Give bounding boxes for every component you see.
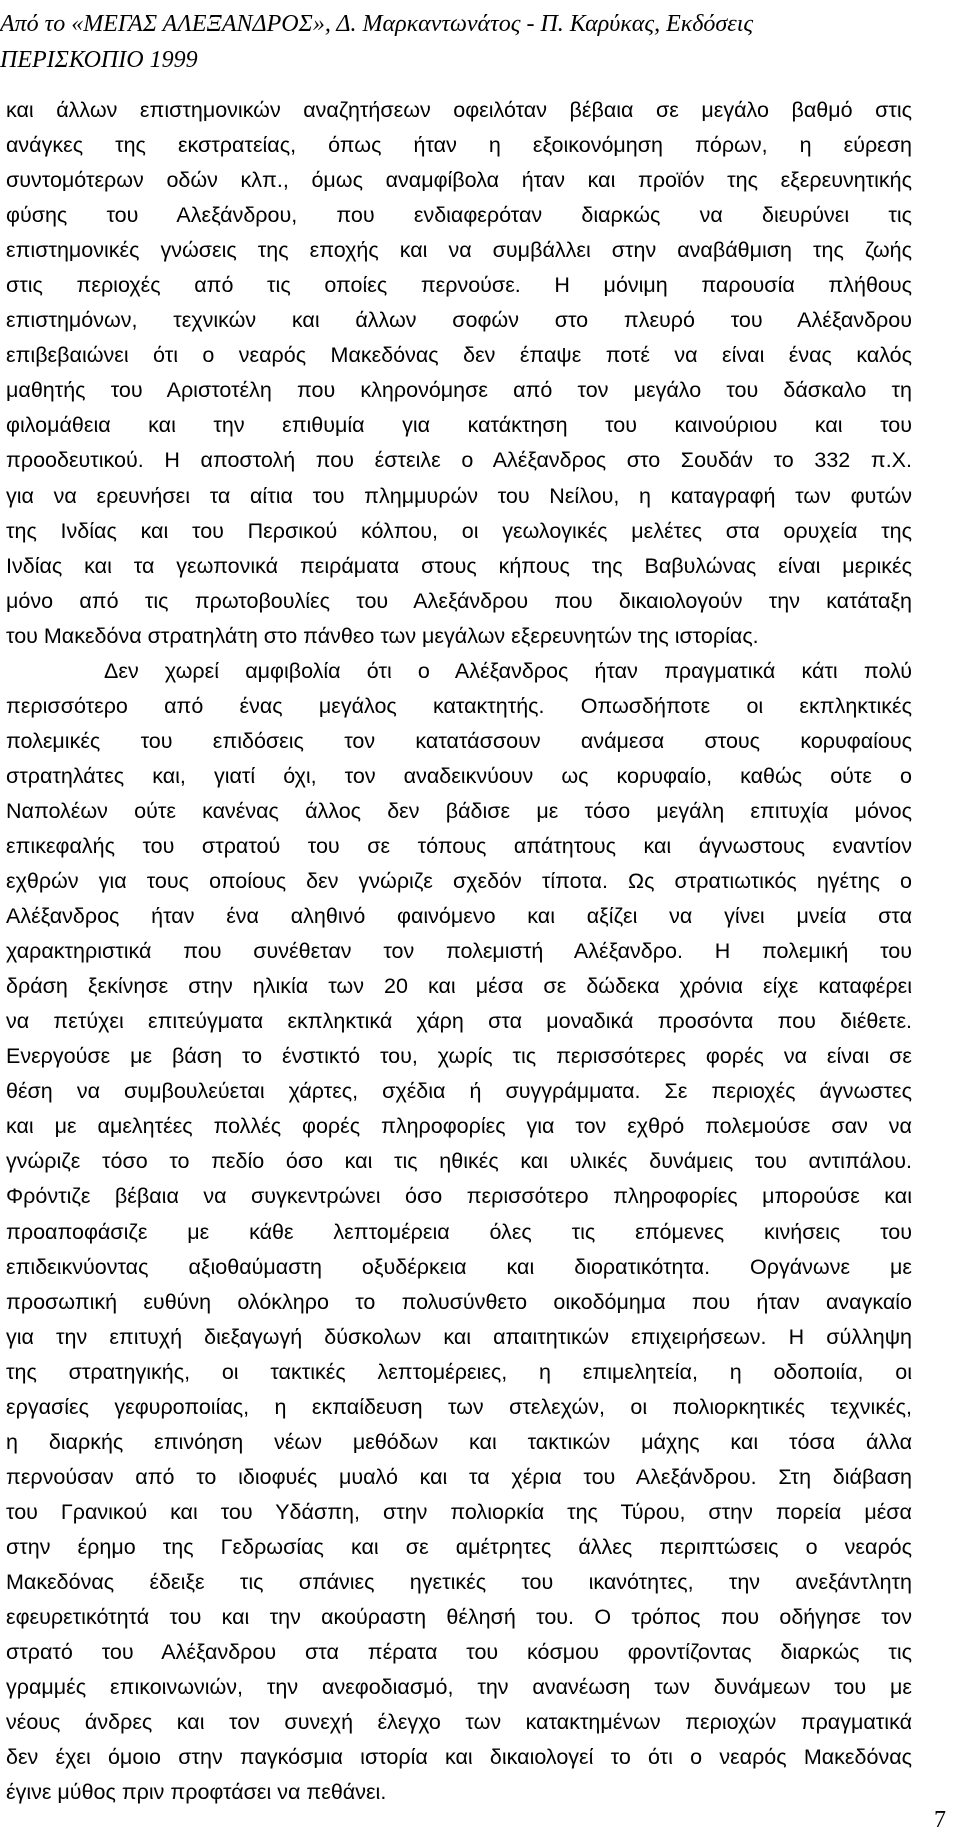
text-line: στρατηλάτες και, γιατί όχι, τον αναδεικνύουν ως κορυφαίο, καθώς ούτε ο xyxy=(6,763,912,788)
text-line: Ινδίας και τα γεωπονικά πειράματα στους κήπους της Βαβυλώνας είναι μερικές xyxy=(6,553,912,578)
text-line: Ενεργούσε με βάση το ένστικτό του, χωρίς τις περισσότερες φορές να είναι σε xyxy=(6,1044,912,1069)
page-number: 7 xyxy=(934,1807,946,1833)
text-line: μόνο από τις πρωτοβουλίες του Αλεξάνδρου που δικαιολογούν την κατάταξη xyxy=(6,588,912,613)
text-line: προσωπική ευθύνη ολόκληρο το πολυσύνθετο οικοδόμημα που ήταν αναγκαίο xyxy=(6,1289,912,1314)
text-line: Αλέξανδρος ήταν ένα αληθινό φαινόμενο και αξίζει να γίνει μνεία στα xyxy=(6,904,912,929)
text-line: συντομότερων οδών κλπ., όμως αναμφίβολα ήταν και προϊόν της εξερευνητικής xyxy=(6,168,912,193)
text-line: νέους άνδρες και τον συνεχή έλεγχο των κατακτημένων περιοχών πραγματικά xyxy=(6,1710,912,1735)
text-line: του Γρανικού και του Υδάσπη, στην πολιορκία της Τύρου, στην πορεία μέσα xyxy=(6,1499,912,1524)
text-line: η διαρκής επινόηση νέων μεθόδων και τακτικών μάχης και τόσα άλλα xyxy=(6,1429,912,1454)
text-line: προοδευτικού. Η αποστολή που έστειλε ο Αλέξανδρος στο Σουδάν το 332 π.Χ. xyxy=(6,448,912,473)
header-source-line: Από το «ΜΕΓΑΣ ΑΛΕΞΑΝΔΡΟΣ», Δ. Μαρκαντωνάτος - Π. Καρύκας, Εκδόσεις xyxy=(0,11,754,37)
text-line: του Μακεδόνα στρατηλάτη στο πάνθεο των μεγάλων εξερευνητών της ιστορίας. xyxy=(6,623,759,648)
text-line: γνώριζε τόσο το πεδίο όσο και τις ηθικές και υλικές δυνάμεις του αντιπάλου. xyxy=(6,1149,912,1174)
text-line: χαρακτηριστικά που συνέθεταν τον πολεμιστή Αλέξανδρο. Η πολεμική του xyxy=(6,939,912,964)
page-header xyxy=(0,6,940,78)
text-line: ανάγκες της εκστρατείας, όπως ήταν η εξοικονόμηση πόρων, η εύρεση xyxy=(6,133,912,158)
paragraph-start-line: Δεν χωρεί αμφιβολία ότι ο Αλέξανδρος ήταν πραγματικά κάτι πολύ xyxy=(104,658,912,683)
text-line: πολεμικές του επιδόσεις τον κατατάσσουν ανάμεσα στους κορυφαίους xyxy=(6,728,912,753)
text-line: επιστημόνων, τεχνικών και άλλων σοφών στο πλευρό του Αλέξανδρου xyxy=(6,308,912,333)
text-line: Φρόντιζε βέβαια να συγκεντρώνει όσο περισσότερο πληροφορίες μπορούσε και xyxy=(6,1184,912,1209)
text-line: προαποφάσιζε με κάθε λεπτομέρεια όλες τις επόμενες κινήσεις του xyxy=(6,1219,912,1244)
text-line: να πετύχει επιτεύγματα εκπληκτικά χάρη στα μοναδικά προσόντα που διέθετε. xyxy=(6,1009,912,1034)
text-line: Μακεδόνας έδειξε τις σπάνιες ηγετικές του ικανότητες, την ανεξάντλητη xyxy=(6,1569,912,1594)
text-line: για την επιτυχή διεξαγωγή δύσκολων και απαιτητικών επιχειρήσεων. Η σύλληψη xyxy=(6,1324,912,1349)
text-line: της στρατηγικής, οι τακτικές λεπτομέρειες, η επιμελητεία, η οδοποιία, οι xyxy=(6,1359,912,1384)
text-line: εχθρών για τους οποίους δεν γνώριζε σχεδόν τίποτα. Ως στρατιωτικός ηγέτης ο xyxy=(6,869,912,894)
header-publisher-line: ΠΕΡΙΣΚΟΠΙΟ 1999 xyxy=(0,47,198,73)
text-line: και με αμελητέες πολλές φορές πληροφορίες για τον εχθρό πολεμούσε σαν να xyxy=(6,1114,912,1139)
text-line: επιστημονικές γνώσεις της εποχής και να συμβάλλει στην αναβάθμιση της ζωής xyxy=(6,238,912,263)
text-line: στην έρημο της Γεδρωσίας και σε αμέτρητες άλλες περιπτώσεις ο νεαρός xyxy=(6,1534,912,1559)
text-line: εφευρετικότητά του και την ακούραστη θέλησή του. Ο τρόπος που οδήγησε τον xyxy=(6,1605,912,1630)
text-line: περισσότερο από ένας μεγάλος κατακτητής. Οπωσδήποτε οι εκπληκτικές xyxy=(6,693,912,718)
text-line: επιδεικνύοντας αξιοθαύμαστη οξυδέρκεια και διορατικότητα. Οργάνωνε με xyxy=(6,1254,912,1279)
text-line: επικεφαλής του στρατού του σε τόπους απάτητους και άγνωστους εναντίον xyxy=(6,833,912,858)
text-line: περνούσαν από το ιδιοφυές μυαλό και τα χέρια του Αλεξάνδρου. Στη διάβαση xyxy=(6,1464,912,1489)
text-line: για να ερευνήσει τα αίτια του πλημμυρών του Νείλου, η καταγραφή των φυτών xyxy=(6,483,912,508)
text-line: της Ινδίας και του Περσικού κόλπου, οι γεωλογικές μελέτες στα ορυχεία της xyxy=(6,518,912,543)
text-line: στρατό του Αλέξανδρου στα πέρατα του κόσμου φροντίζοντας διαρκώς τις xyxy=(6,1640,912,1665)
text-line: θέση να συμβουλεύεται χάρτες, σχέδια ή συγγράμματα. Σε περιοχές άγνωστες xyxy=(6,1079,912,1104)
text-line: Ναπολέων ούτε κανένας άλλος δεν βάδισε με τόσο μεγάλη επιτυχία μόνος xyxy=(6,798,912,823)
text-line: δεν έχει όμοιο στην παγκόσμια ιστορία και δικαιολογεί το ότι ο νεαρός Μακεδόνας xyxy=(6,1745,912,1770)
body-text xyxy=(6,93,912,1810)
text-line: μαθητής του Αριστοτέλη που κληρονόμησε από τον μεγάλο του δάσκαλο τη xyxy=(6,378,912,403)
text-line: φύσης του Αλεξάνδρου, που ενδιαφερόταν διαρκώς να διευρύνει τις xyxy=(6,203,912,228)
text-line: γραμμές επικοινωνιών, την ανεφοδιασμό, την ανανέωση των δυνάμεων του με xyxy=(6,1675,912,1700)
text-line: επιβεβαιώνει ότι ο νεαρός Μακεδόνας δεν έπαψε ποτέ να είναι ένας καλός xyxy=(6,343,912,368)
text-line: φιλομάθεια και την επιθυμία για κατάκτηση του καινούριου και του xyxy=(6,413,912,438)
text-line: έγινε μύθος πριν προφτάσει να πεθάνει. xyxy=(6,1780,387,1805)
text-line: δράση ξεκίνησε στην ηλικία των 20 και μέσα σε δώδεκα χρόνια είχε καταφέρει xyxy=(6,974,912,999)
text-line: εργασίες γεφυροποιίας, η εκπαίδευση των στελεχών, οι πολιορκητικές τεχνικές, xyxy=(6,1394,912,1419)
text-line: στις περιοχές από τις οποίες περνούσε. Η μόνιμη παρουσία πλήθους xyxy=(6,273,912,298)
text-line: και άλλων επιστημονικών αναζητήσεων οφειλόταν βέβαια σε μεγάλο βαθμό στις xyxy=(6,98,912,122)
